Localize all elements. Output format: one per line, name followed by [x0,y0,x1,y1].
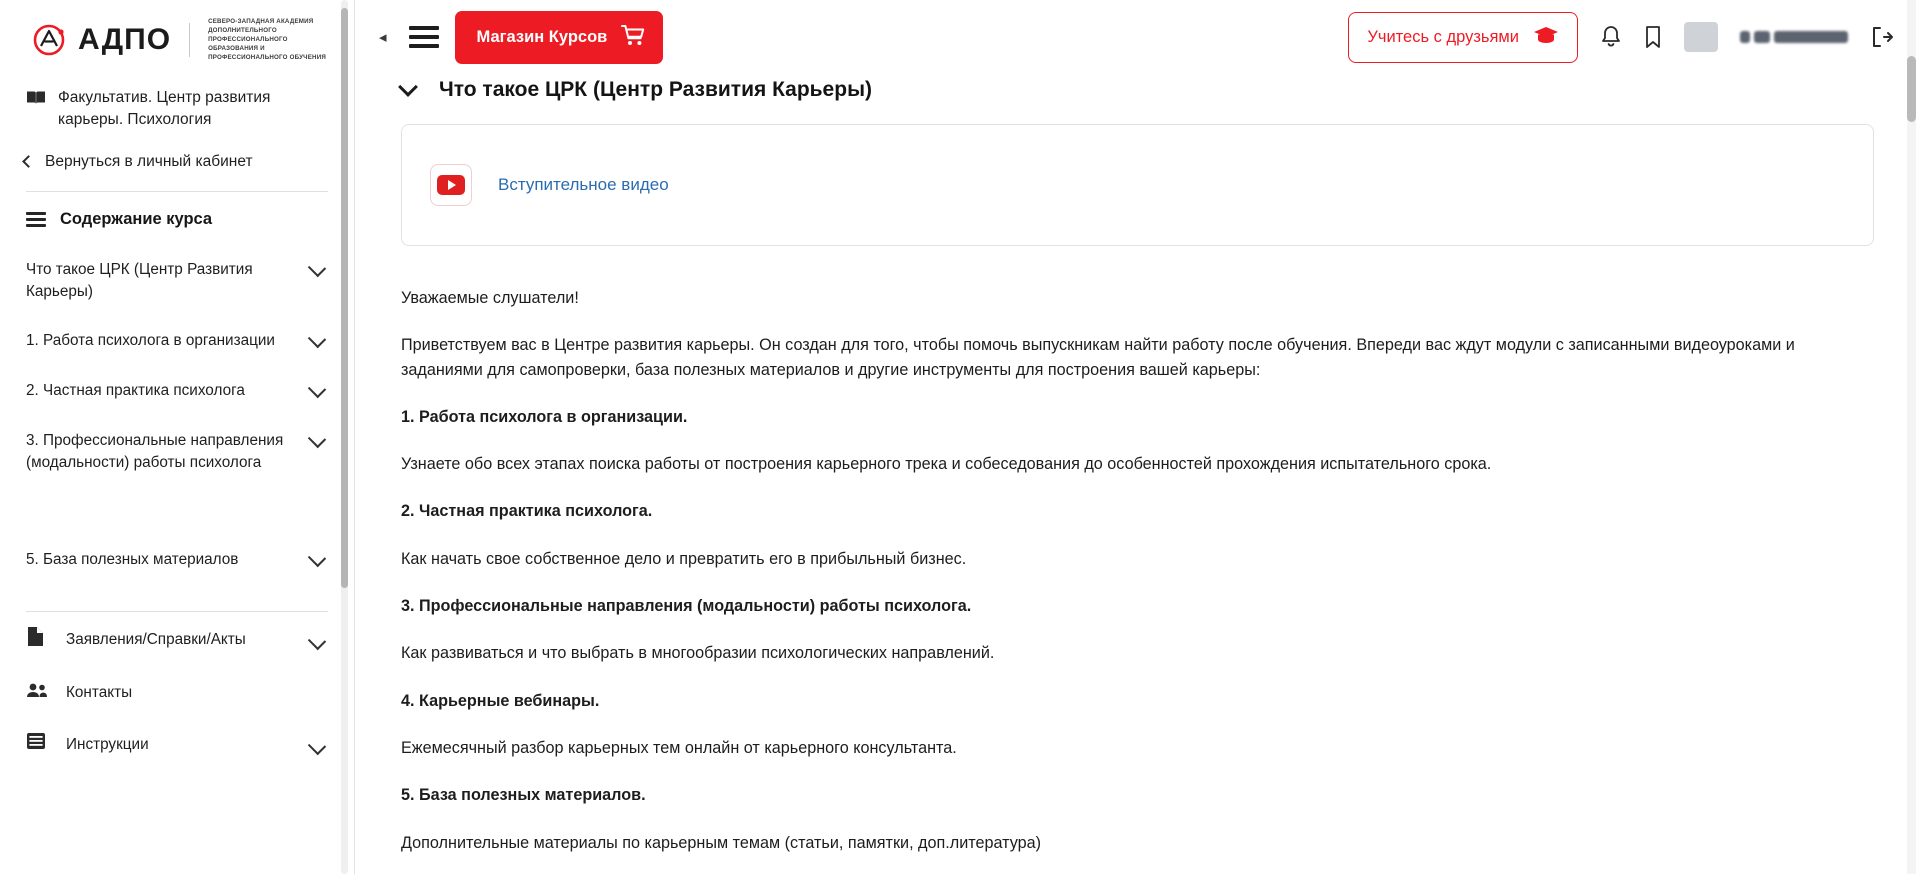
shop-courses-button[interactable] [455,11,664,64]
sidebar-item-label: Контакты [66,684,133,702]
sidebar-item-label: Заявления/Справки/Акты [66,630,246,648]
shopping-cart-icon [621,24,645,51]
sidebar-scrollbar-thumb[interactable] [341,8,348,588]
chevron-left-icon [22,156,35,169]
paragraph-heading: 4. Карьерные вебинары. [401,691,600,710]
document-icon [26,626,48,654]
course-contents-header[interactable] [0,192,354,245]
sidebar-item-documents[interactable] [0,612,354,668]
video-lesson-link[interactable]: Вступительное видео [498,175,669,194]
logo-subtitle: СЕВЕРО-ЗАПАДНАЯ АКАДЕМИЯ ДОПОЛНИТЕЛЬНОГО ПРОФЕССИОНАЛЬНОГО ОБРАЗОВАНИЯ И ПРОФЕССИОНАЛЬНОГО ОБУЧЕНИЯ [208,18,327,61]
paragraph-heading: 2. Частная практика психолога. [401,502,653,521]
chevron-down-icon[interactable] [308,380,326,398]
sidebar-item-module-0[interactable] [0,245,354,316]
sidebar-item-label: 2. Частная практика психолога [26,382,245,400]
chevron-down-icon[interactable] [308,430,326,448]
logout-icon[interactable] [1870,25,1894,49]
contacts-icon [26,682,48,705]
course-content [355,74,1920,874]
sidebar [0,0,355,874]
learn-with-friends-label: Учитесь с друзьями [1367,27,1519,46]
course-title-label: Факультатив. Центр развития карьеры. Психология [58,88,271,128]
graduation-cap-icon [1533,25,1559,50]
sidebar-spacer [0,487,354,535]
back-link-label: Вернуться в личный кабинет [45,152,253,170]
page-title: Что такое ЦРК (Центр Развития Карьеры) [439,78,872,101]
sidebar-item-module-1[interactable] [0,316,354,366]
course-contents-label: Содержание курса [60,209,213,228]
brand-logo[interactable] [0,0,354,79]
sidebar-item-label: 3. Профессиональные направления (модальности) работы психолога [26,431,284,471]
logo-mark-icon [30,21,68,59]
main-scrollbar-thumb[interactable] [1907,56,1916,122]
section-header[interactable] [401,74,1874,124]
sidebar-item-label: 5. База полезных материалов [26,551,239,569]
sidebar-item-module-4[interactable] [0,535,354,585]
paragraph: Как начать свое собственное дело и превратить его в прибыльный бизнес. [401,549,967,568]
paragraph-heading: 5. База полезных материалов. [401,786,646,805]
bookmark-icon[interactable] [1644,25,1662,49]
sidebar-item-module-2[interactable] [0,366,354,416]
paragraph: Дополнительные материалы по карьерным темам (статьи, памятки, доп.литература) [401,833,1042,852]
paragraph: Узнаете обо всех этапах поиска работы от построения карьерного трека и собеседования до особенностей прохождения испытательного срока. [401,455,1492,474]
chevron-down-icon[interactable] [308,632,326,650]
sidebar-item-contacts[interactable] [0,668,354,719]
chevron-down-icon[interactable] [398,77,418,97]
topbar [355,0,1920,74]
chevron-down-icon[interactable] [308,259,326,277]
chevron-down-icon[interactable] [308,737,326,755]
back-to-dashboard-link[interactable] [0,141,354,183]
topbar-right-group [1348,12,1894,63]
course-title [0,79,354,141]
paragraph: Уважаемые слушатели! [401,289,579,307]
sidebar-item-instructions[interactable] [0,718,354,771]
youtube-icon [430,164,472,206]
shop-courses-label: Магазин Курсов [476,27,608,46]
sidebar-item-label: Инструкции [66,735,149,753]
list-icon [26,212,46,227]
avatar[interactable] [1684,22,1718,52]
sidebar-item-label: Что такое ЦРК (Центр Развития Карьеры) [26,260,253,300]
main-scrollbar-track[interactable] [1907,0,1916,874]
paragraph-heading: 1. Работа психолога в организации. [401,407,688,426]
paragraph: Ежемесячный разбор карьерных тем онлайн от карьерного консультанта. [401,738,957,757]
logo-divider [189,23,190,57]
video-lesson-card[interactable] [401,124,1874,246]
hamburger-menu-icon[interactable] [409,26,439,48]
paragraph: Как развиваться и что выбрать в многообразии психологических направлений. [401,644,995,663]
main-area [355,0,1920,874]
user-name-blurred [1740,31,1848,43]
learn-with-friends-button[interactable] [1348,12,1578,63]
collapse-sidebar-arrow[interactable]: ◂ [379,29,387,46]
notification-bell-icon[interactable] [1600,25,1622,49]
paragraph: Приветствуем вас в Центре развития карьеры. Он создан для того, чтобы помочь выпускникам найти работу после обучения. Впереди вас ждут модули с записанными видеоуроками и заданиями для самопроверки, база полезных материалов и другие инструменты для построения вашей карьеры: [401,336,1795,379]
course-description [401,246,1874,855]
paragraph-heading: 3. Профессиональные направления (модальности) работы психолога. [401,597,972,616]
chevron-down-icon[interactable] [308,549,326,567]
logo-text: АДПО [78,23,172,57]
book-icon [26,89,46,131]
chevron-down-icon[interactable] [308,330,326,348]
sidebar-item-label: 1. Работа психолога в организации [26,332,275,350]
sidebar-item-module-3[interactable] [0,416,354,487]
instructions-icon [26,732,48,757]
